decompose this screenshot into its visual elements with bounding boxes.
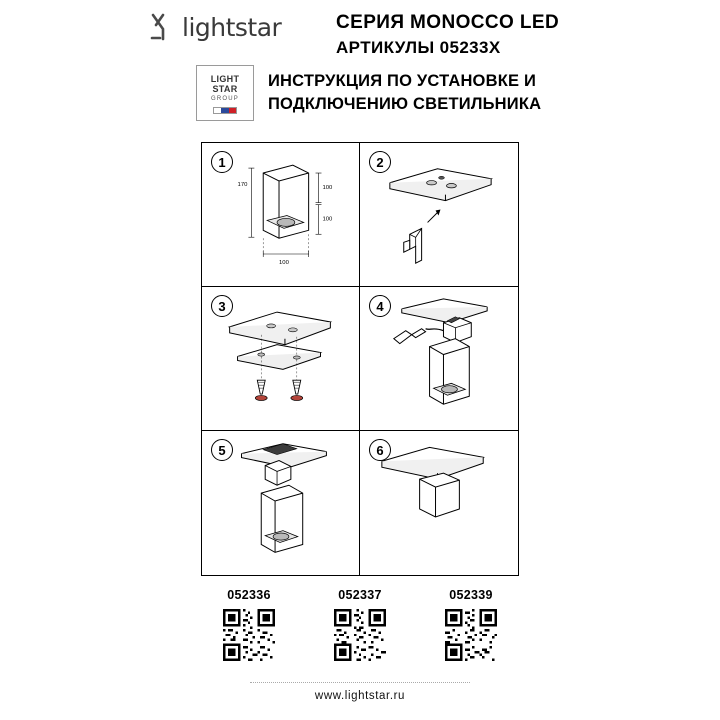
title-block — [336, 12, 636, 58]
website-url[interactable]: www.lightstar.ru — [314, 690, 406, 702]
article-number: 052339 — [449, 588, 493, 602]
brand-name: lightstar — [182, 12, 282, 42]
instruction-line-1: ИНСТРУКЦИЯ ПО УСТАНОВКЕ И — [268, 72, 537, 90]
step-2-diagram — [360, 143, 518, 286]
step-1-diagram — [202, 143, 359, 286]
flag-icon — [213, 107, 237, 114]
svg-text:100: 100 — [279, 259, 289, 266]
logo-line-2: STAR — [212, 84, 238, 94]
step-number-1: 1 — [211, 151, 233, 173]
step-6-diagram — [360, 431, 518, 575]
step-cell-5 — [202, 431, 360, 575]
step-number-6: 6 — [369, 439, 391, 461]
step-cell-6 — [360, 431, 518, 575]
step-cell-4 — [360, 287, 518, 431]
step-4-diagram — [360, 287, 518, 430]
lightstar-group-logo — [196, 65, 254, 121]
article-number: 052337 — [338, 588, 382, 602]
step-number-3: 3 — [211, 295, 233, 317]
logo-line-1: LIGHT — [210, 74, 240, 84]
svg-text:170: 170 — [237, 181, 248, 188]
step-cell-2 — [360, 143, 518, 287]
qr-code-052336[interactable] — [223, 609, 275, 661]
brand-logo — [150, 12, 281, 42]
svg-text:100: 100 — [322, 216, 333, 223]
qr-code-052337[interactable] — [334, 609, 386, 661]
page-header — [0, 0, 720, 62]
step-5-diagram — [202, 431, 359, 575]
lightstar-logo-icon — [150, 12, 176, 42]
article-title: АРТИКУЛЫ 05233X — [336, 38, 501, 57]
article-codes — [201, 588, 519, 668]
article-number: 052336 — [227, 588, 271, 602]
subheader — [0, 62, 720, 124]
step-cell-1 — [202, 143, 360, 287]
series-title: СЕРИЯ MONOCCO LED — [336, 12, 560, 33]
qr-code-052339[interactable] — [445, 609, 497, 661]
step-3-diagram — [202, 287, 359, 430]
step-number-4: 4 — [369, 295, 391, 317]
instruction-heading — [268, 70, 541, 116]
code-item — [201, 588, 297, 668]
steps-grid — [201, 142, 519, 576]
footer-divider — [250, 682, 470, 683]
instruction-line-2: ПОДКЛЮЧЕНИЮ СВЕТИЛЬНИКА — [268, 95, 542, 113]
page-footer — [0, 690, 720, 702]
svg-text:100: 100 — [322, 184, 333, 191]
code-item — [312, 588, 408, 668]
step-cell-3 — [202, 287, 360, 431]
step-number-5: 5 — [211, 439, 233, 461]
code-item — [423, 588, 519, 668]
logo-line-3: GROUP — [210, 96, 239, 102]
step-number-2: 2 — [369, 151, 391, 173]
